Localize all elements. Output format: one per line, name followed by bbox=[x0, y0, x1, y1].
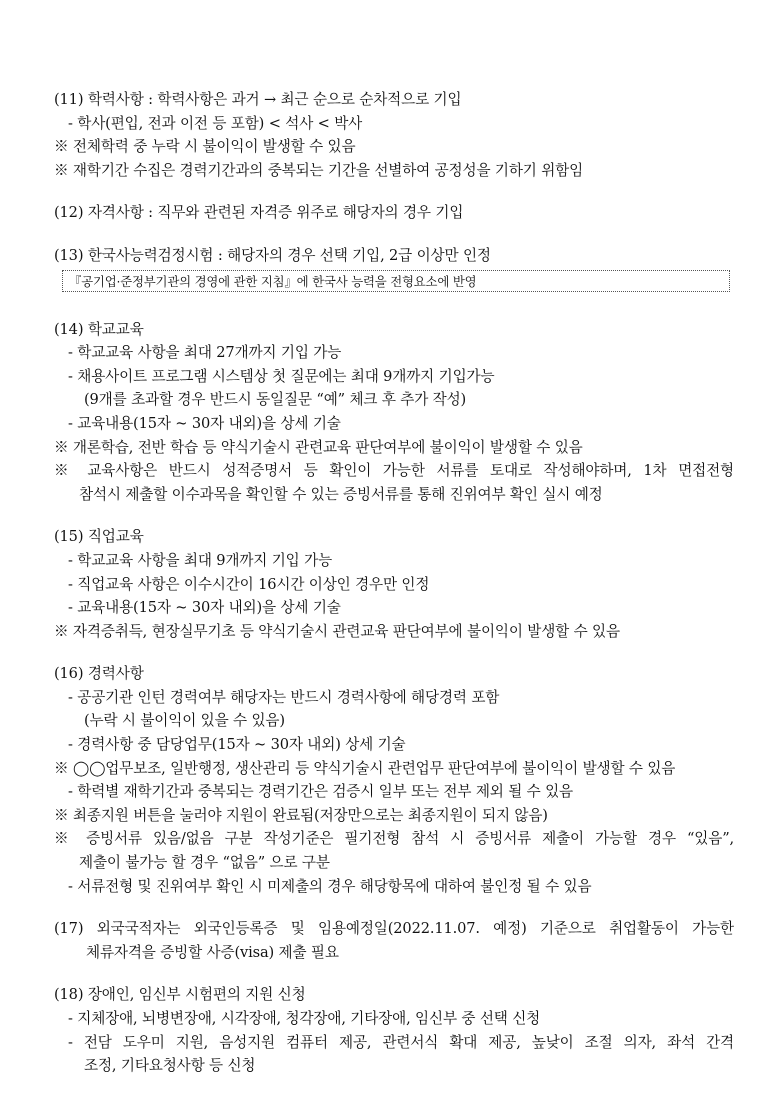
section-title: (18) 장애인, 임신부 시험편의 지원 신청 bbox=[54, 986, 306, 1004]
section-title: (13) 한국사능력검정시험 : 해당자의 경우 선택 기입, 2급 이상만 인정 bbox=[54, 246, 491, 264]
section-18-test-accommodations bbox=[54, 983, 734, 1077]
list-item: - 학력별 재학기간과 중복되는 경력기간은 검증시 일부 또는 전부 제외 될 수 있음 bbox=[68, 783, 573, 801]
note-item-continuation: 참석시 제출할 이수과목을 확인할 수 있는 증빙서류를 통해 진위여부 확인 실시 예정 bbox=[79, 485, 603, 503]
list-item: - 지체장애, 뇌병변장애, 시각장애, 청각장애, 기타장애, 임신부 중 선택 신청 bbox=[68, 1010, 541, 1027]
list-item: - 교육내용(15자 ~ 30자 내외)을 상세 기술 bbox=[68, 599, 341, 617]
list-item: - 직업교육 사항은 이수시간이 16시간 이상인 경우만 인정 bbox=[68, 575, 430, 593]
note-item: ※ 증빙서류 있음/없음 구분 작성기준은 필기전형 참석 시 증빙서류 제출이 가능할 경우 “있음”, bbox=[54, 830, 734, 848]
note-item: ※ 교육사항은 반드시 성적증명서 등 확인이 가능한 서류를 토대로 작성해야하며, 1차 면접전형 bbox=[54, 462, 734, 480]
section-16-career-history bbox=[54, 662, 734, 898]
section-title: (17) 외국국적자는 외국인등록증 및 임용예정일(2022.11.07. 예정) 기준으로 취업활동이 가능한 bbox=[54, 920, 734, 938]
note-item: ※ 전체학력 중 누락 시 불이익이 발생할 수 있음 bbox=[54, 138, 356, 156]
section-17-foreign-nationals bbox=[54, 917, 734, 964]
section-11-education-history bbox=[54, 88, 734, 182]
note-item-continuation: 제출이 불가능 할 경우 “없음” 으로 구분 bbox=[79, 854, 330, 872]
list-item: - 채용사이트 프로그램 시스템상 첫 질문에는 최대 9개까지 기입가능 bbox=[68, 367, 495, 385]
note-item: ※ 개론학습, 전반 학습 등 약식기술시 관련교육 판단여부에 불이익이 발생할 수 있음 bbox=[54, 438, 583, 456]
note-item: ※ 자격증취득, 현장실무기초 등 약식기술시 관련교육 판단여부에 불이익이 발생할 수 있음 bbox=[54, 622, 620, 640]
list-item: - 전담 도우미 지원, 음성지원 컴퓨터 제공, 관련서식 확대 제공, 높낮이 조절 의자, 좌석 간격 bbox=[68, 1033, 734, 1051]
list-item-continuation: 조정, 기타요청사항 등 신청 bbox=[84, 1057, 256, 1075]
section-title: (14) 학교교육 bbox=[54, 320, 144, 338]
list-item-continuation: (9개를 초과할 경우 반드시 동일질문 “예” 체크 후 추가 작성) bbox=[84, 391, 467, 409]
list-item: - 공공기관 인턴 경력여부 해당자는 반드시 경력사항에 해당경력 포함 bbox=[68, 688, 500, 706]
section-15-vocational-education bbox=[54, 525, 734, 643]
section-title: (12) 자격사항 : 직무와 관련된 자격증 위주로 해당자의 경우 기입 bbox=[54, 204, 464, 222]
section-title: (15) 직업교육 bbox=[54, 528, 144, 546]
note-item: ※ 최종지원 버튼을 눌러야 지원이 완료됨(저장만으로는 최종지원이 되지 않음) bbox=[54, 806, 548, 824]
list-item-continuation: (누락 시 불이익이 있을 수 있음) bbox=[84, 712, 285, 730]
section-12-qualifications bbox=[54, 201, 734, 225]
section-title: (11) 학력사항 : 학력사항은 과거 → 최근 순으로 순차적으로 기입 bbox=[54, 91, 462, 108]
document-page bbox=[54, 88, 734, 1078]
list-item: - 경력사항 중 담당업무(15자 ~ 30자 내외) 상세 기술 bbox=[68, 736, 406, 754]
section-title: (16) 경력사항 bbox=[54, 665, 144, 683]
guideline-note-box: 『공기업·준정부기관의 경영에 관한 지침』에 한국사 능력을 전형요소에 반영 bbox=[62, 270, 730, 292]
note-item: ※ 재학기간 수집은 경력기간과의 중복되는 기간을 선별하여 공정성을 기하기 위함임 bbox=[54, 161, 584, 179]
section-title-continuation: 체류자격을 증빙할 사증(visa) 제출 필요 bbox=[86, 943, 339, 961]
list-item: - 교육내용(15자 ~ 30자 내외)을 상세 기술 bbox=[68, 414, 341, 432]
section-14-school-education bbox=[54, 318, 734, 507]
list-item: - 학사(편입, 전과 이전 등 포함) < 석사 < 박사 bbox=[68, 114, 363, 132]
note-item: ※ ◯◯업무보조, 일반행정, 생산관리 등 약식기술시 관련업무 판단여부에 불이익이 발생할 수 있음 bbox=[54, 759, 676, 777]
list-item: - 학교교육 사항을 최대 9개까지 기입 가능 bbox=[68, 551, 333, 569]
section-13-korean-history-exam bbox=[54, 244, 734, 292]
list-item: - 학교교육 사항을 최대 27개까지 기입 가능 bbox=[68, 344, 342, 362]
list-item: - 서류전형 및 진위여부 확인 시 미제출의 경우 해당항목에 대하여 불인정 될 수 있음 bbox=[68, 877, 592, 895]
